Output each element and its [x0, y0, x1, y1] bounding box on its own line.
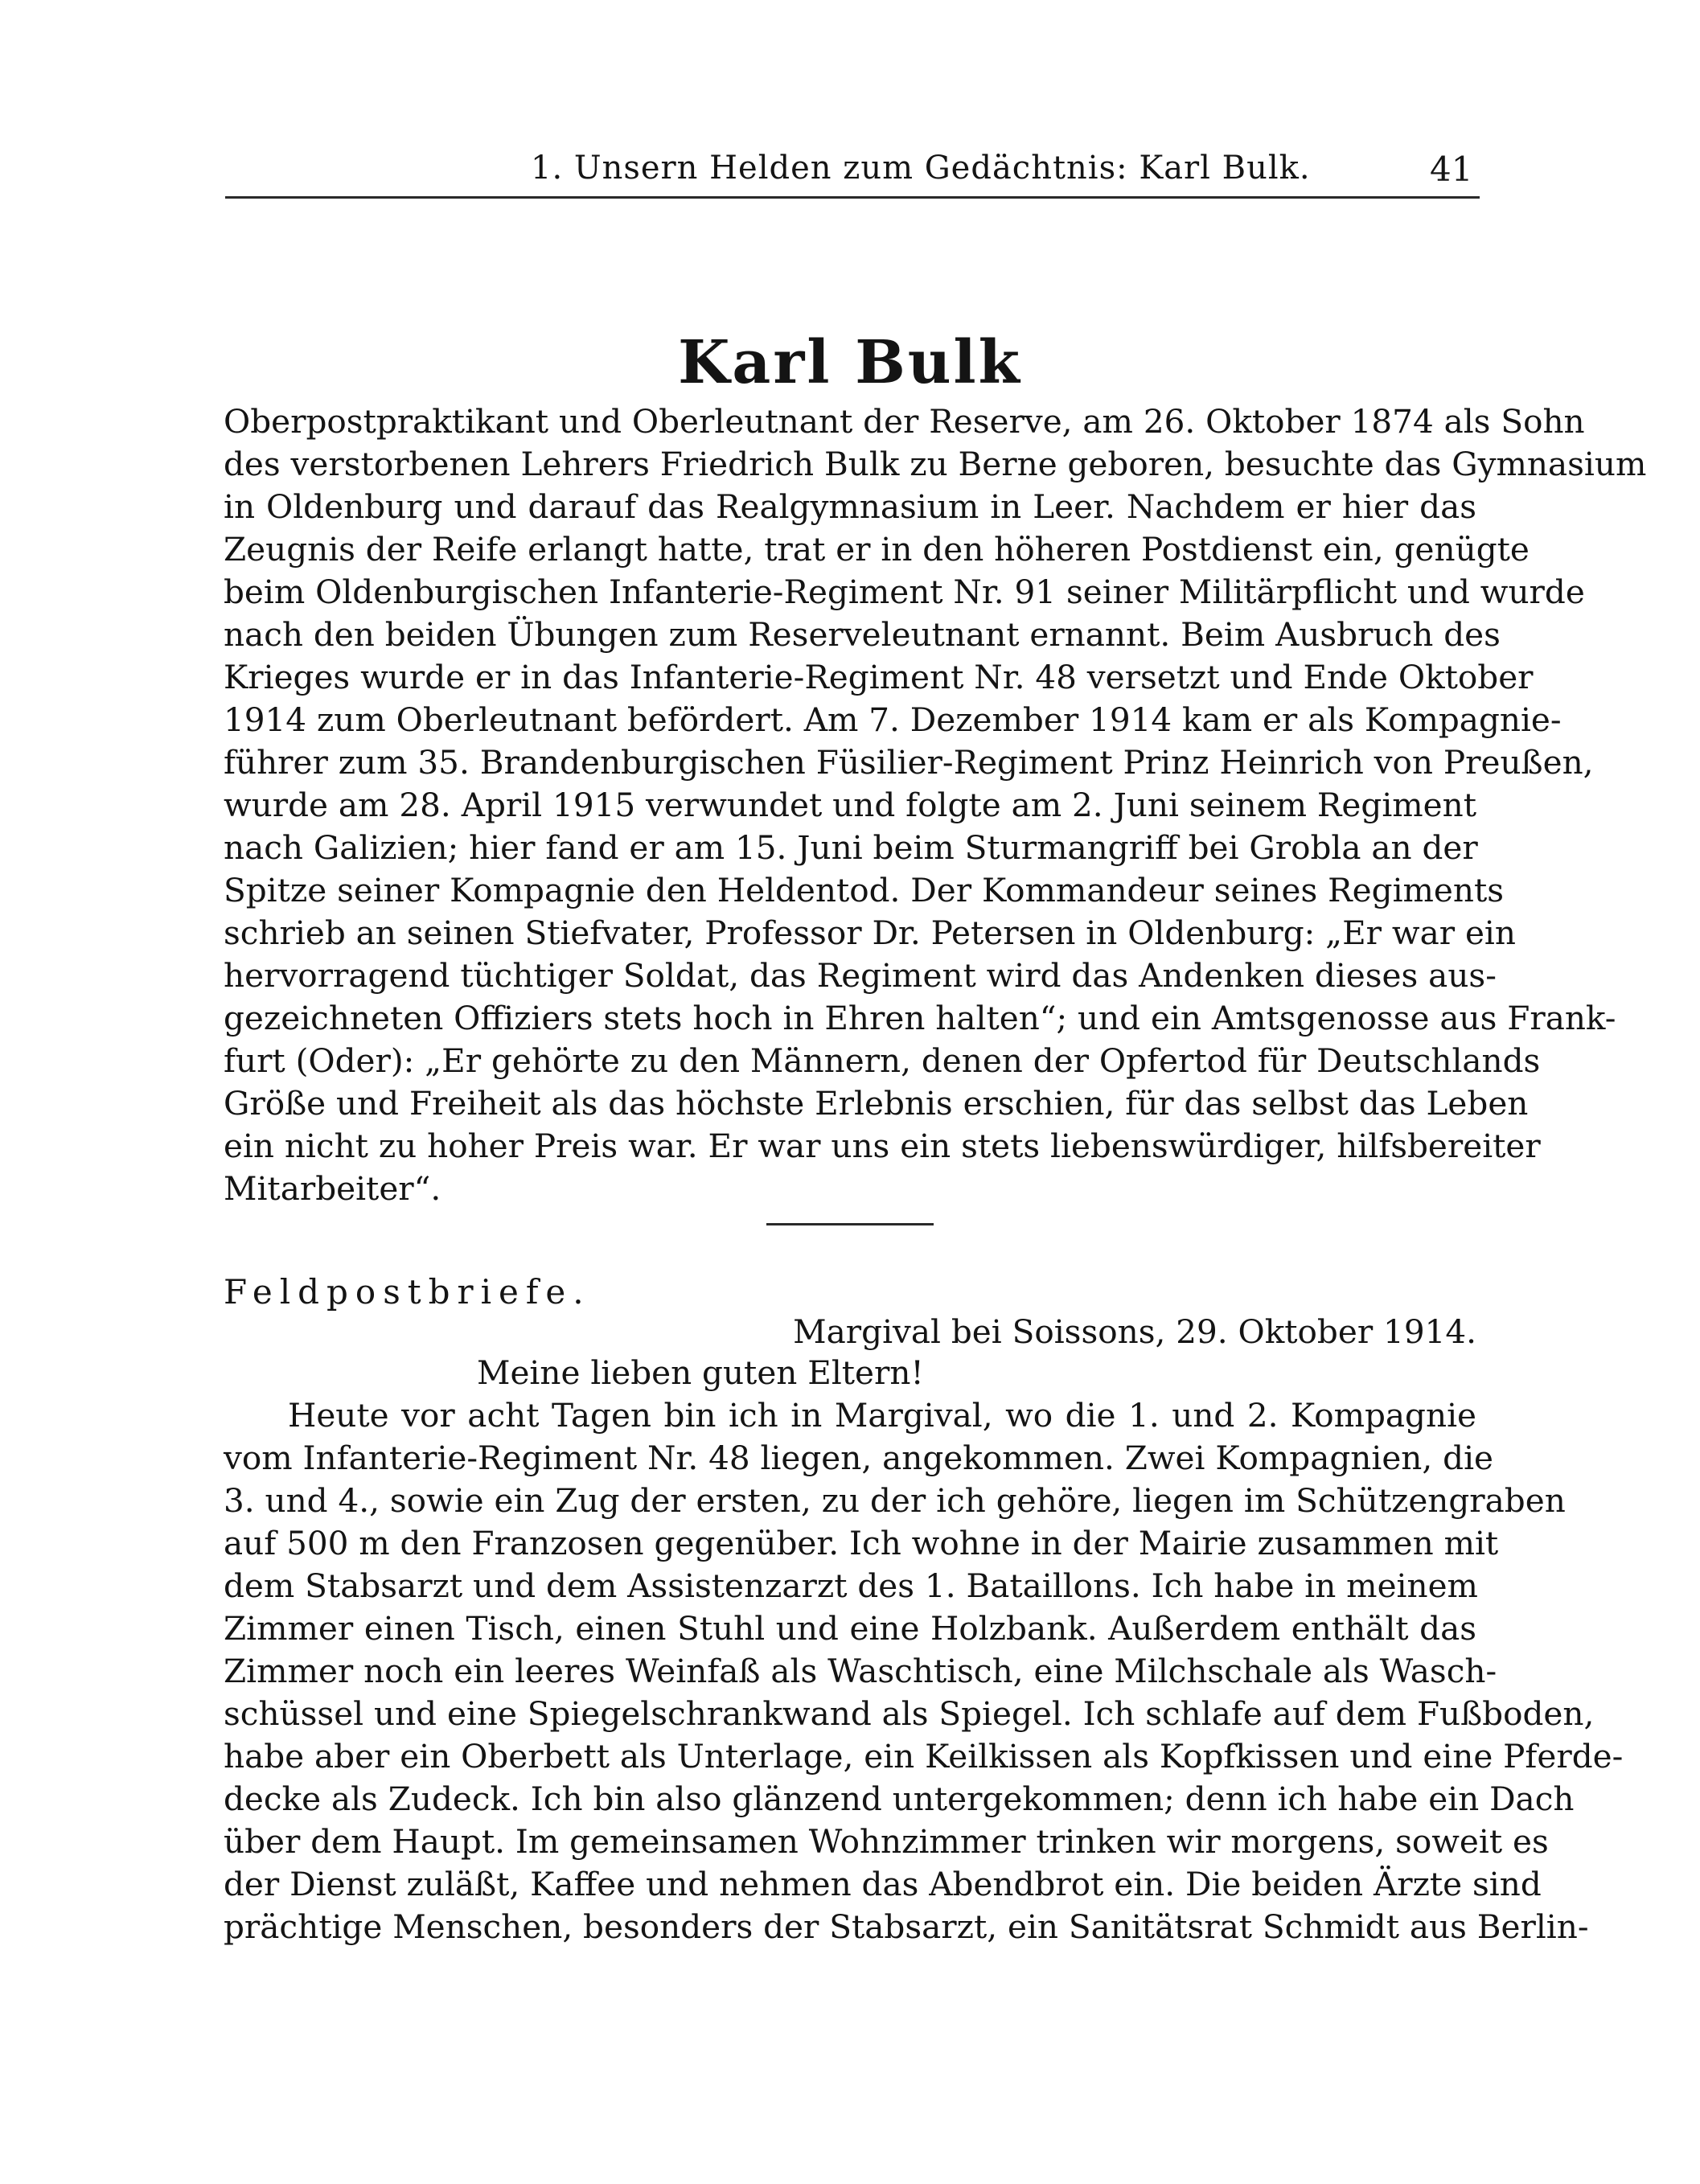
text-line: in Oldenburg und darauf das Realgymnasium in Leer. Nachdem er hier das: [224, 487, 1476, 526]
text-line: prächtige Menschen, besonders der Stabsarzt, ein Sanitätsrat Schmidt aus Berlin-: [224, 1907, 1589, 1946]
text-line: dem Stabsarzt und dem Assistenzarzt des 1. Bataillons. Ich habe in meinem: [224, 1566, 1478, 1605]
letter-dateline: Margival bei Soissons, 29. Oktober 1914.: [793, 1312, 1476, 1351]
text-line: Mitarbeiter“.: [224, 1169, 441, 1208]
text-line: nach Galizien; hier fand er am 15. Juni beim Sturmangriff bei Grobla an der: [224, 828, 1478, 867]
text-line: führer zum 35. Brandenburgischen Füsilier-Regiment Prinz Heinrich von Preußen,: [224, 743, 1594, 782]
text-line: decke als Zudeck. Ich bin also glänzend untergekommen; denn ich habe ein Dach: [224, 1780, 1575, 1818]
text-line: furt (Oder): „Er gehörte zu den Männern, denen der Opfertod für Deutschlands: [224, 1041, 1541, 1080]
running-title: 1. Unsern Helden zum Gedächtnis: Karl Bulk.: [531, 150, 1311, 187]
text-line: 3. und 4., sowie ein Zug der ersten, zu der ich gehöre, liegen im Schützengraben: [224, 1481, 1566, 1520]
text-line: wurde am 28. April 1915 verwundet und folgte am 2. Juni seinem Regiment: [224, 786, 1476, 824]
text-line: hervorragend tüchtiger Soldat, das Regiment wird das Andenken dieses aus-: [224, 956, 1497, 995]
text-line: ein nicht zu hoher Preis war. Er war uns ein stets liebenswürdiger, hilfsbereiter: [224, 1127, 1541, 1165]
text-line: auf 500 m den Franzosen gegenüber. Ich wohne in der Mairie zusammen mit: [224, 1524, 1499, 1562]
text-line: Zimmer einen Tisch, einen Stuhl und eine Holzbank. Außerdem enthält das: [224, 1609, 1476, 1648]
text-line: schrieb an seinen Stiefvater, Professor Dr. Petersen in Oldenburg: „Er war ein: [224, 913, 1516, 952]
text-line: Größe und Freiheit als das höchste Erlebnis erschien, für das selbst das Leben: [224, 1084, 1529, 1123]
text-line: vom Infanterie-Regiment Nr. 48 liegen, angekommen. Zwei Kompagnien, die: [224, 1439, 1493, 1477]
text-line: Zimmer noch ein leeres Weinfaß als Waschtisch, eine Milchschale als Wasch-: [224, 1652, 1497, 1690]
letter-paragraph: [224, 1394, 1624, 1948]
section-title: Feldpostbriefe.: [224, 1272, 591, 1312]
page-number: 41: [1430, 150, 1473, 189]
text-line: beim Oldenburgischen Infanterie-Regiment Nr. 91 seiner Militärpflicht und wurde: [224, 573, 1585, 611]
text-line: Oberpostpraktikant und Oberleutnant der Reserve, am 26. Oktober 1874 als Sohn: [224, 402, 1585, 441]
text-line: des verstorbenen Lehrers Friedrich Bulk zu Berne geboren, besuchte das Gymnasium: [224, 445, 1647, 483]
text-line: gezeichneten Offiziers stets hoch in Ehren halten“; und ein Amtsgenosse aus Frank-: [224, 999, 1616, 1037]
text-line: nach den beiden Übungen zum Reserveleutnant ernannt. Beim Ausbruch des: [224, 615, 1501, 654]
text-line: Heute vor acht Tagen bin ich in Margival, wo die 1. und 2. Kompagnie: [288, 1396, 1476, 1435]
article-heading: Karl Bulk: [678, 328, 1022, 397]
biography-paragraph: [224, 400, 1647, 1210]
text-line: über dem Haupt. Im gemeinsamen Wohnzimmer trinken wir morgens, soweit es: [224, 1822, 1549, 1861]
text-line: der Dienst zuläßt, Kaffee und nehmen das Abendbrot ein. Die beiden Ärzte sind: [224, 1865, 1542, 1903]
section-divider: [766, 1223, 934, 1225]
text-line: Krieges wurde er in das Infanterie-Regiment Nr. 48 versetzt und Ende Oktober: [224, 658, 1534, 696]
text-line: Spitze seiner Kompagnie den Heldentod. Der Kommandeur seines Regiments: [224, 871, 1505, 909]
running-header: [0, 145, 1700, 193]
letter-salutation: Meine lieben guten Eltern!: [477, 1353, 924, 1392]
text-line: Zeugnis der Reife erlangt hatte, trat er in den höheren Postdienst ein, genügte: [224, 530, 1530, 569]
text-line: schüssel und eine Spiegelschrankwand als Spiegel. Ich schlafe auf dem Fußboden,: [224, 1694, 1595, 1733]
text-line: habe aber ein Oberbett als Unterlage, ein Keilkissen als Kopfkissen und eine Pferde-: [224, 1737, 1624, 1776]
text-line: 1914 zum Oberleutnant befördert. Am 7. Dezember 1914 kam er als Kompagnie-: [224, 700, 1562, 739]
header-rule: [225, 196, 1480, 199]
